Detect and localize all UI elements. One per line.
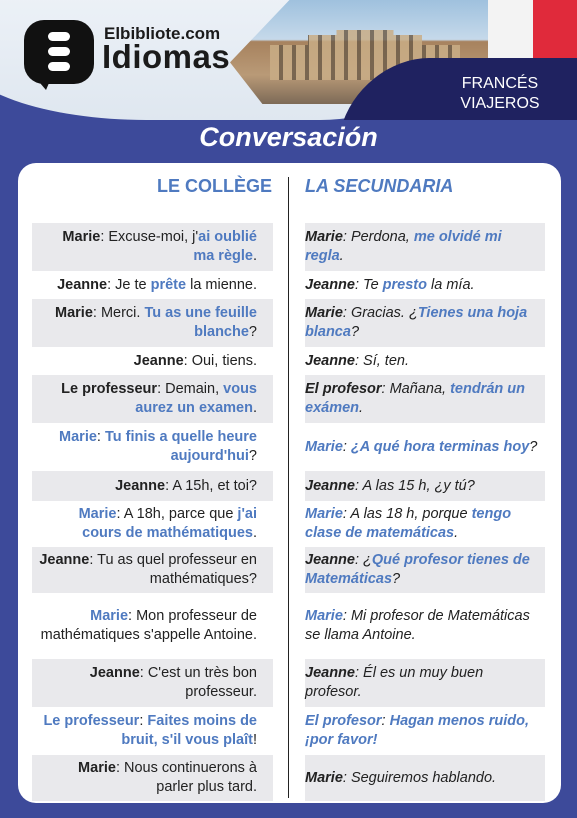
speaker-name: Marie	[305, 438, 343, 455]
line-text: j'ai cours de mathématiques	[82, 506, 257, 541]
header-banner	[0, 0, 577, 120]
badge-language: FRANCÉS	[461, 75, 539, 92]
line-text: : A 15h, et toi?	[165, 477, 257, 494]
line-text: .	[359, 400, 364, 416]
spanish-line	[305, 375, 545, 423]
site-name[interactable]: Elbibliote.com	[104, 24, 221, 43]
speaker-name: El profesor	[305, 381, 382, 397]
row-gap	[273, 423, 305, 471]
spanish-line	[305, 423, 545, 471]
row-gap	[273, 347, 305, 375]
speaker-name: Marie	[305, 769, 343, 786]
row-gap	[273, 547, 305, 593]
speaker-name: Jeanne	[57, 276, 108, 293]
brand-name[interactable]: Idiomas	[102, 38, 231, 75]
speaker-name: Marie	[55, 305, 93, 321]
row-gap	[273, 501, 305, 547]
line-text: vous aurez un examen	[135, 381, 257, 416]
line-text: .	[252, 400, 257, 416]
line-text: prête	[150, 276, 187, 293]
spanish-line	[305, 271, 545, 299]
line-text: .	[252, 525, 257, 541]
line-text: : Él es un muy buen profesor.	[305, 665, 484, 700]
line-text: .	[252, 248, 257, 264]
line-text: me olvidé mi regla	[305, 229, 502, 264]
line-text: ?	[529, 438, 538, 455]
line-text: : C'est un très bon professeur.	[139, 665, 257, 700]
line-text: : Mi profesor de Matemáticas se llama Antoine.	[305, 608, 530, 643]
line-text: :	[342, 438, 351, 455]
row-gap	[273, 659, 305, 707]
french-line	[32, 223, 273, 271]
french-line	[32, 375, 273, 423]
spanish-line	[305, 707, 545, 755]
line-text: : Tu as quel professeur en mathématiques?	[89, 552, 257, 587]
speaker-name: Jeanne	[89, 665, 140, 681]
line-text: Qué profesor tienes de Matemáticas	[305, 552, 530, 587]
french-line	[32, 593, 273, 659]
speaker-name: Marie	[78, 760, 116, 776]
line-text: : Gracias. ¿	[342, 305, 418, 321]
line-text: : Merci.	[92, 305, 145, 321]
spanish-line	[305, 223, 545, 271]
speaker-name: Marie	[78, 506, 117, 522]
line-text: Tu as une feuille blanche	[144, 305, 257, 340]
spanish-line	[305, 471, 545, 501]
line-text: ?	[248, 324, 257, 340]
spanish-line	[305, 547, 545, 593]
french-line	[32, 299, 273, 347]
course-badge	[440, 74, 560, 114]
row-gap	[273, 707, 305, 755]
line-text: : Demain,	[157, 381, 224, 397]
line-text: Hagan menos ruido, ¡por favor!	[305, 713, 529, 748]
line-text: :	[96, 429, 105, 445]
line-text: ai oublié ma règle	[193, 229, 257, 264]
line-text: Faites moins de bruit, s'il vous plaît	[121, 713, 257, 748]
speaker-name: Marie	[305, 506, 343, 522]
line-text: : Nous continuerons à parler plus tard.	[115, 760, 257, 795]
speaker-name: Marie	[90, 608, 129, 624]
column-divider	[288, 177, 289, 798]
spanish-line	[305, 347, 545, 375]
speaker-name: Marie	[305, 305, 343, 321]
line-text: tengo clase de matemáticas	[305, 506, 512, 541]
line-text: la mienne.	[186, 276, 257, 293]
row-gap	[273, 271, 305, 299]
speaker-name: Le professeur	[61, 381, 158, 397]
line-text: :	[381, 713, 390, 729]
french-line	[32, 659, 273, 707]
spanish-line	[305, 659, 545, 707]
speaker-name: Marie	[305, 608, 343, 624]
line-text: : A 18h, parce que	[116, 506, 238, 522]
french-line	[32, 347, 273, 375]
line-text: :	[139, 713, 148, 729]
speaker-name: Le professeur	[43, 713, 140, 729]
line-text: : Perdona,	[342, 229, 414, 245]
speaker-name: Jeanne	[305, 352, 355, 369]
badge-audience: VIAJEROS	[460, 95, 540, 112]
row-gap	[273, 223, 305, 271]
row-gap	[273, 593, 305, 659]
line-text: Tu finis a quelle heure aujourd'hui	[104, 429, 257, 464]
line-text: .	[454, 525, 459, 541]
french-line	[32, 547, 273, 593]
speaker-name: Jeanne	[305, 477, 355, 494]
french-line	[32, 755, 273, 801]
line-text: : A las 18 h, porque	[342, 506, 472, 522]
line-text: presto	[382, 276, 427, 293]
line-text: ?	[350, 324, 360, 340]
french-line	[32, 471, 273, 501]
spanish-line	[305, 299, 545, 347]
speaker-name: Jeanne	[305, 552, 355, 568]
speaker-name: Jeanne	[115, 477, 166, 494]
speaker-name: Marie	[59, 429, 97, 445]
line-text: Tienes una hoja blanca	[305, 305, 528, 340]
speaker-name: Jeanne	[305, 665, 355, 681]
line-text: la mía.	[427, 276, 475, 293]
speaker-name: Jeanne	[39, 552, 90, 568]
speaker-name: Marie	[305, 229, 343, 245]
speaker-name: Jeanne	[305, 276, 355, 293]
line-text: : Mon professeur de mathématiques s'appelle Antoine.	[40, 608, 257, 643]
row-gap	[273, 375, 305, 423]
line-text: : A las 15 h, ¿y tú?	[354, 477, 475, 494]
french-line	[32, 501, 273, 547]
row-gap	[273, 755, 305, 801]
line-text: : Je te	[107, 276, 151, 293]
row-gap	[273, 471, 305, 501]
line-text: .	[339, 248, 344, 264]
line-text: : Seguiremos hablando.	[342, 769, 497, 786]
row-gap	[273, 299, 305, 347]
speaker-name: Jeanne	[133, 352, 184, 369]
line-text: : Sí, ten.	[354, 352, 409, 369]
line-text: tendrán un exámen	[305, 381, 525, 416]
line-text: ¿A qué hora terminas hoy	[350, 438, 530, 455]
column-header-spanish: LA SECUNDARIA	[305, 176, 454, 196]
page-title: Conversación	[199, 122, 378, 152]
speaker-name: Marie	[62, 229, 101, 245]
line-text: ?	[392, 571, 401, 587]
line-text: ?	[248, 448, 257, 464]
french-line	[32, 271, 273, 299]
line-text: : Mañana,	[381, 381, 451, 397]
line-text: : Excuse-moi, j'	[100, 229, 199, 245]
spanish-line	[305, 501, 545, 547]
french-line	[32, 707, 273, 755]
spanish-line	[305, 593, 545, 659]
speaker-name: El profesor	[305, 713, 382, 729]
line-text: : Te	[354, 276, 383, 293]
spanish-line	[305, 755, 545, 801]
line-text: : ¿	[354, 552, 372, 568]
logo-icon[interactable]	[24, 20, 94, 84]
line-text: !	[252, 732, 257, 748]
column-header-french: LE COLLÈGE	[156, 176, 272, 196]
french-line	[32, 423, 273, 471]
line-text: : Oui, tiens.	[183, 352, 257, 369]
